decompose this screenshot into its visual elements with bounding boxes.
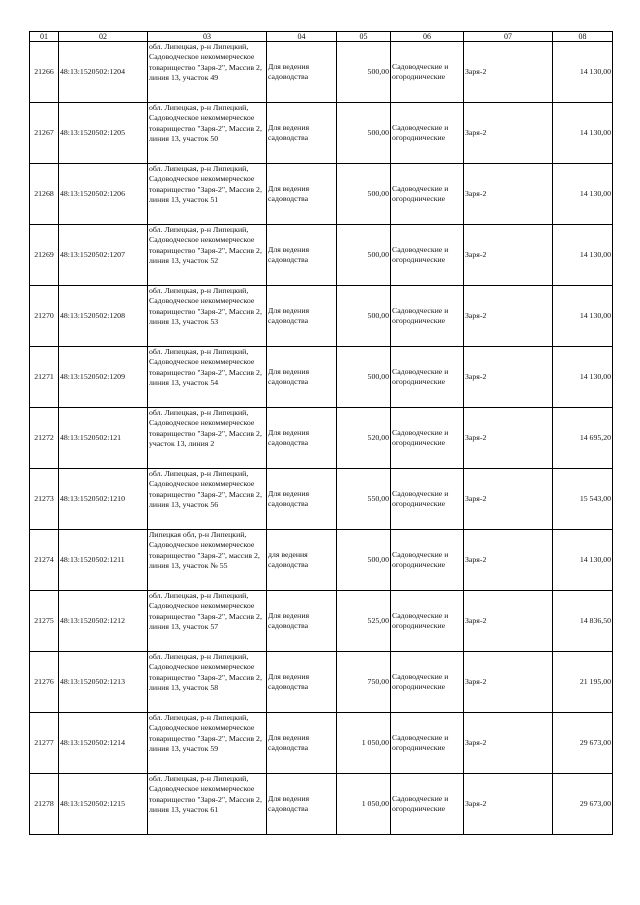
col-header-08: 08 xyxy=(553,32,613,42)
table-row xyxy=(30,530,613,591)
cadastral-value: 14 836,50 xyxy=(553,591,613,652)
zone: Заря-2 xyxy=(464,469,553,530)
address xyxy=(148,530,267,591)
col-header-02: 02 xyxy=(59,32,148,42)
cadastral-value: 14 130,00 xyxy=(553,530,613,591)
row-number: 21274 xyxy=(30,530,59,591)
permitted-use: Для ведения садоводства xyxy=(267,408,337,469)
cadastral-number: 48:13:1520502:1214 xyxy=(59,713,148,774)
land-category: Садоводческие и огороднические xyxy=(391,42,464,103)
land-category: Садоводческие и огороднические xyxy=(391,164,464,225)
address xyxy=(148,347,267,408)
row-number: 21275 xyxy=(30,591,59,652)
land-category: Садоводческие и огороднические xyxy=(391,408,464,469)
address-text: обл. Липецкая, р-н Липецкий, Садоводческое некоммерческое товарищество "Заря-2", Массив 2, линия 13, участок 58 xyxy=(149,652,262,693)
land-category: Садоводческие и огороднические xyxy=(391,103,464,164)
cadastral-number: 48:13:1520502:1212 xyxy=(59,591,148,652)
permitted-use: Для ведения садоводства xyxy=(267,774,337,835)
col-header-04: 04 xyxy=(267,32,337,42)
row-number: 21266 xyxy=(30,42,59,103)
cadastral-number: 48:13:1520502:1211 xyxy=(59,530,148,591)
cadastral-number: 48:13:1520502:1210 xyxy=(59,469,148,530)
table-row xyxy=(30,469,613,530)
permitted-use: Для ведения садоводства xyxy=(267,591,337,652)
address xyxy=(148,225,267,286)
cadastral-number: 48:13:1520502:1207 xyxy=(59,225,148,286)
cadastral-value: 14 130,00 xyxy=(553,286,613,347)
cadastral-value: 14 130,00 xyxy=(553,225,613,286)
area: 500,00 xyxy=(337,286,391,347)
land-category: Садоводческие и огороднические xyxy=(391,530,464,591)
permitted-use: для ведения садоводства xyxy=(267,530,337,591)
row-number: 21271 xyxy=(30,347,59,408)
row-number: 21276 xyxy=(30,652,59,713)
permitted-use: Для ведения садоводства xyxy=(267,42,337,103)
table-row xyxy=(30,652,613,713)
permitted-use: Для ведения садоводства xyxy=(267,103,337,164)
land-category: Садоводческие и огороднические xyxy=(391,469,464,530)
address xyxy=(148,713,267,774)
table-row xyxy=(30,286,613,347)
address-text: обл. Липецкая, р-н Липецкий, Садоводческое некоммерческое товарищество "Заря-2", Массив 2, участок 13, линия 2 xyxy=(149,408,262,449)
table-row xyxy=(30,408,613,469)
cadastral-value: 29 673,00 xyxy=(553,713,613,774)
zone: Заря-2 xyxy=(464,103,553,164)
zone: Заря-2 xyxy=(464,164,553,225)
col-header-01: 01 xyxy=(30,32,59,42)
row-number: 21267 xyxy=(30,103,59,164)
cadastral-value: 14 130,00 xyxy=(553,164,613,225)
address-text: обл. Липецкая, р-н Липецкий, Садоводческое некоммерческое товарищество "Заря-2", Массив 2, линия 13, участок 50 xyxy=(149,103,262,144)
area: 500,00 xyxy=(337,225,391,286)
col-header-03: 03 xyxy=(148,32,267,42)
table-row xyxy=(30,713,613,774)
cadastral-number: 48:13:1520502:121 xyxy=(59,408,148,469)
cadastral-value: 14 130,00 xyxy=(553,103,613,164)
area: 500,00 xyxy=(337,164,391,225)
zone: Заря-2 xyxy=(464,225,553,286)
permitted-use: Для ведения садоводства xyxy=(267,713,337,774)
table-row xyxy=(30,103,613,164)
permitted-use: Для ведения садоводства xyxy=(267,347,337,408)
permitted-use: Для ведения садоводства xyxy=(267,469,337,530)
header-row xyxy=(30,32,613,42)
cadastral-number: 48:13:1520502:1208 xyxy=(59,286,148,347)
table-row xyxy=(30,347,613,408)
area: 550,00 xyxy=(337,469,391,530)
row-number: 21278 xyxy=(30,774,59,835)
area: 500,00 xyxy=(337,530,391,591)
table-row xyxy=(30,225,613,286)
zone: Заря-2 xyxy=(464,591,553,652)
zone: Заря-2 xyxy=(464,347,553,408)
address-text: обл. Липецкая, р-н Липецкий, Садоводческое некоммерческое товарищество "Заря-2", Массив 2, линия 13, участок 53 xyxy=(149,286,262,327)
cadastral-value: 21 195,00 xyxy=(553,652,613,713)
land-category: Садоводческие и огороднические xyxy=(391,713,464,774)
address xyxy=(148,164,267,225)
address xyxy=(148,286,267,347)
zone: Заря-2 xyxy=(464,530,553,591)
cadastral-value: 14 130,00 xyxy=(553,42,613,103)
cadastral-table xyxy=(29,31,613,835)
land-category: Садоводческие и огороднические xyxy=(391,347,464,408)
address-text: обл. Липецкая, р-н Липецкий, Садоводческое некоммерческое товарищество "Заря-2", Массив 2, линия 13, участок 61 xyxy=(149,774,262,815)
zone: Заря-2 xyxy=(464,713,553,774)
address xyxy=(148,42,267,103)
address xyxy=(148,591,267,652)
land-category: Садоводческие и огороднические xyxy=(391,225,464,286)
col-header-06: 06 xyxy=(391,32,464,42)
table-row xyxy=(30,774,613,835)
cadastral-value: 14 130,00 xyxy=(553,347,613,408)
zone: Заря-2 xyxy=(464,408,553,469)
address xyxy=(148,652,267,713)
area: 1 050,00 xyxy=(337,713,391,774)
zone: Заря-2 xyxy=(464,774,553,835)
area: 525,00 xyxy=(337,591,391,652)
address xyxy=(148,469,267,530)
table-body xyxy=(30,42,613,835)
address xyxy=(148,408,267,469)
cadastral-number: 48:13:1520502:1213 xyxy=(59,652,148,713)
row-number: 21272 xyxy=(30,408,59,469)
address-text: обл. Липецкая, р-н Липецкий, Садоводческое некоммерческое товарищество "Заря-2", Массив 2, линия 13, участок 54 xyxy=(149,347,262,388)
area: 520,00 xyxy=(337,408,391,469)
permitted-use: Для ведения садоводства xyxy=(267,652,337,713)
cadastral-value: 15 543,00 xyxy=(553,469,613,530)
address-text: обл. Липецкая, р-н Липецкий, Садоводческое некоммерческое товарищество "Заря-2", Массив 2, линия 13, участок 52 xyxy=(149,225,262,266)
address-text: обл. Липецкая, р-н Липецкий, Садоводческое некоммерческое товарищество "Заря-2", Массив 2, линия 13, участок 59 xyxy=(149,713,262,754)
address-text: обл. Липецкая, р-н Липецкий, Садоводческое некоммерческое товарищество "Заря-2", Массив 2, линия 13, участок 51 xyxy=(149,164,262,205)
area: 1 050,00 xyxy=(337,774,391,835)
area: 500,00 xyxy=(337,103,391,164)
address-text: обл. Липецкая, р-н Липецкий, Садоводческое некоммерческое товарищество "Заря-2", Массив 2, линия 13, участок 49 xyxy=(149,42,262,83)
land-category: Садоводческие и огороднические xyxy=(391,652,464,713)
row-number: 21277 xyxy=(30,713,59,774)
address xyxy=(148,774,267,835)
cadastral-number: 48:13:1520502:1205 xyxy=(59,103,148,164)
row-number: 21269 xyxy=(30,225,59,286)
address-text: Липецкая обл, р-н Липецкий, Садоводческое некоммерческое товарищество "Заря-2", массив 2, линия 13, участок № 55 xyxy=(149,530,260,571)
zone: Заря-2 xyxy=(464,42,553,103)
col-header-07: 07 xyxy=(464,32,553,42)
area: 500,00 xyxy=(337,347,391,408)
address-text: обл. Липецкая, р-н Липецкий, Садоводческое некоммерческое товарищество "Заря-2", Массив 2, линия 13, участок 56 xyxy=(149,469,262,510)
row-number: 21273 xyxy=(30,469,59,530)
cadastral-value: 14 695,20 xyxy=(553,408,613,469)
table-row xyxy=(30,164,613,225)
permitted-use: Для ведения садоводства xyxy=(267,164,337,225)
table-row xyxy=(30,42,613,103)
land-category: Садоводческие и огороднические xyxy=(391,591,464,652)
area: 500,00 xyxy=(337,42,391,103)
row-number: 21268 xyxy=(30,164,59,225)
zone: Заря-2 xyxy=(464,652,553,713)
row-number: 21270 xyxy=(30,286,59,347)
address xyxy=(148,103,267,164)
cadastral-number: 48:13:1520502:1209 xyxy=(59,347,148,408)
cadastral-value: 29 673,00 xyxy=(553,774,613,835)
cadastral-number: 48:13:1520502:1215 xyxy=(59,774,148,835)
col-header-05: 05 xyxy=(337,32,391,42)
land-category: Садоводческие и огороднические xyxy=(391,774,464,835)
cadastral-number: 48:13:1520502:1206 xyxy=(59,164,148,225)
zone: Заря-2 xyxy=(464,286,553,347)
permitted-use: Для ведения садоводства xyxy=(267,286,337,347)
land-category: Садоводческие и огороднические xyxy=(391,286,464,347)
area: 750,00 xyxy=(337,652,391,713)
cadastral-number: 48:13:1520502:1204 xyxy=(59,42,148,103)
permitted-use: Для ведения садоводства xyxy=(267,225,337,286)
table-row xyxy=(30,591,613,652)
address-text: обл. Липецкая, р-н Липецкий, Садоводческое некоммерческое товарищество "Заря-2", Массив 2, линия 13, участок 57 xyxy=(149,591,262,632)
